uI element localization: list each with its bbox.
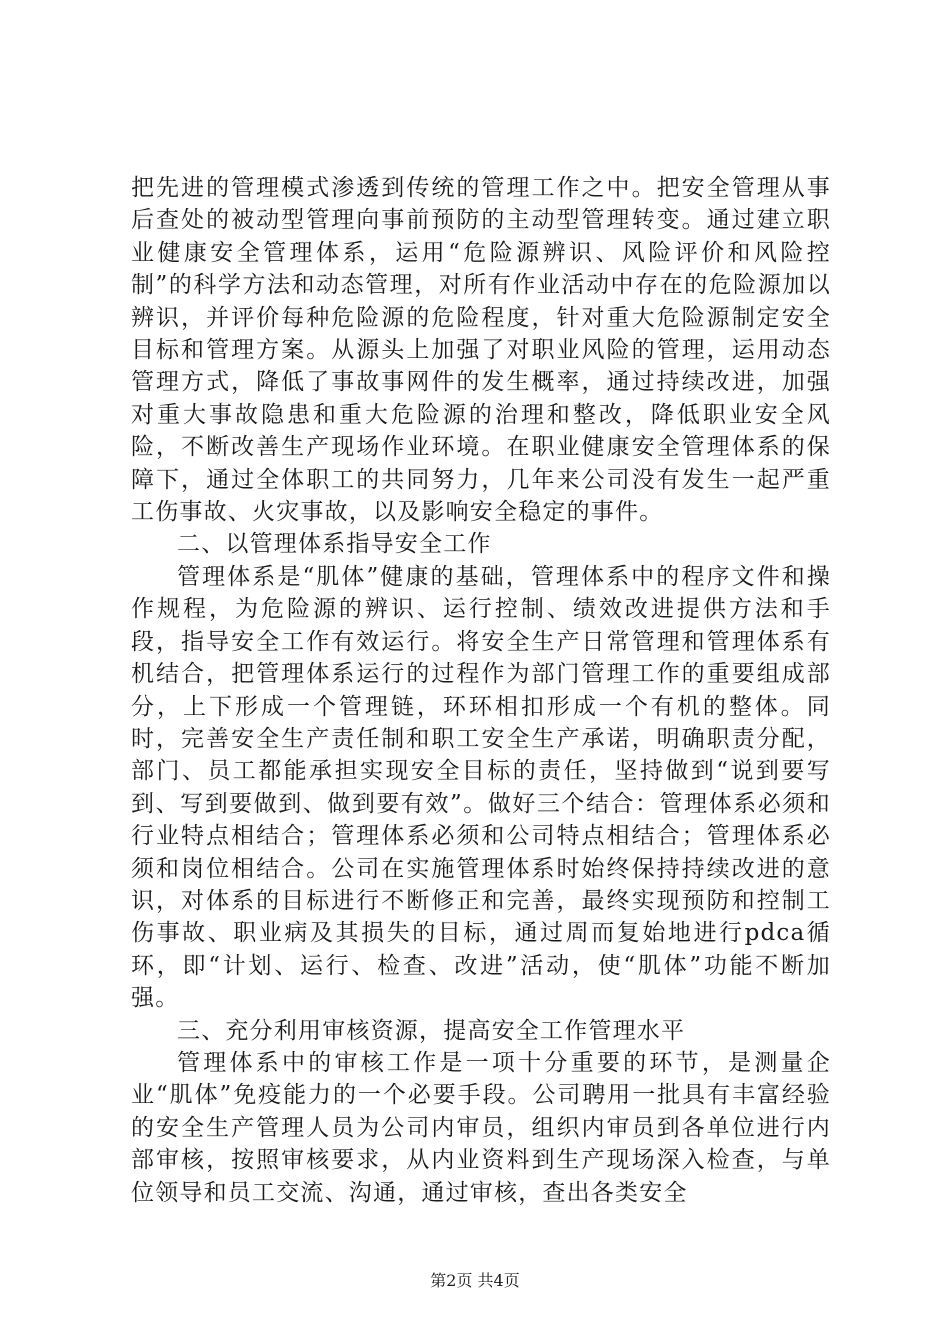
section-heading-2: 二、以管理体系指导安全工作	[177, 531, 492, 558]
body-text	[131, 172, 831, 1209]
section-heading-3: 三、充分利用审核资源，提高安全工作管理水平	[177, 1017, 686, 1044]
paragraph-audit: 管理体系中的审核工作是一项十分重要的环节，是测量企业“肌体”免疫能力的一个必要手段。公司聘用一批具有丰富经验的安全生产管理人员为公司内审员，组织内审员到各单位进行内部审核，按照审核要求，从内业资料到生产现场深入检查，与单位领导和员工交流、沟通，通过审核，查出各类安全	[131, 1049, 831, 1206]
paragraph-management-system: 管理体系是“肌体”健康的基础，管理体系中的程序文件和操作规程，为危险源的辨识、运行控制、绩效改进提供方法和手段，指导安全工作有效运行。将安全生产日常管理和管理体系有机结合，把管理体系运行的过程作为部门管理工作的重要组成部分，上下形成一个管理链，环环相扣形成一个有机的整体。同时，完善安全生产责任制和职工安全生产承诺，明确职责分配，部门、员工都能承担实现安全目标的责任，坚持做到“说到要写到、写到要做到、做到要有效”。做好三个结合：管理体系必须和行业特点相结合；管理体系必须和公司特点相结合；管理体系必须和岗位相结合。公司在实施管理体系时始终保持持续改进的意识，对体系的目标进行不断修正和完善，最终实现预防和控制工伤事故、职业病及其损失的目标，通过周而复始地进行pdca循环，即“计划、运行、检查、改进”活动，使“肌体”功能不断加强。	[131, 563, 831, 1012]
paragraph-continuation: 把先进的管理模式渗透到传统的管理工作之中。把安全管理从事后查处的被动型管理向事前预防的主动型管理转变。通过建立职业健康安全管理体系，运用“危险源辨识、风险评价和风险控制”的科学方法和动态管理，对所有作业活动中存在的危险源加以辨识，并评价每种危险源的危险程度，针对重大危险源制定安全目标和管理方案。从源头上加强了对职业风险的管理，运用动态管理方式，降低了事故事网件的发生概率，通过持续改进，加强对重大事故隐患和重大危险源的治理和整改，降低职业安全风险，不断改善生产现场作业环境。在职业健康安全管理体系的保障下，通过全体职工的共同努力，几年来公司没有发生一起严重工伤事故、火灾事故，以及影响安全稳定的事件。	[131, 175, 831, 526]
page-footer: 第2页 共4页	[430, 1271, 520, 1290]
